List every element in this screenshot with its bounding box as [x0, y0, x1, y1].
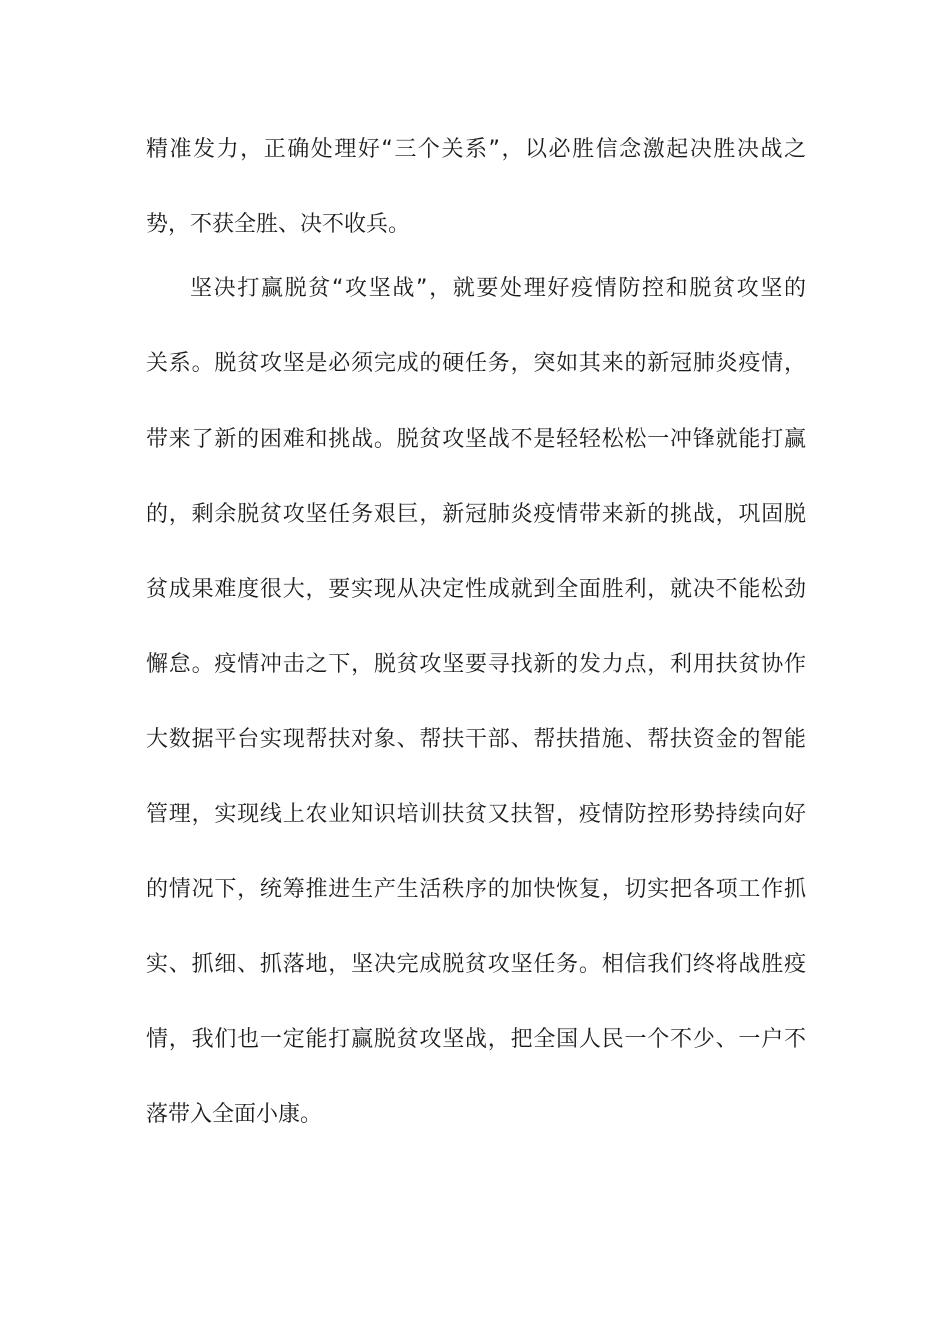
text-line: 贫成果难度很大，要实现从决定性成就到全面胜利，就决不能松劲	[146, 577, 806, 602]
text-line: 的情况下，统筹推进生产生活秩序的加快恢复，切实把各项工作抓	[146, 877, 806, 902]
text-line: 势，不获全胜、决不收兵。	[146, 212, 411, 237]
paragraph-first-line: 坚决打赢脱贫“攻坚战”，就要处理好疫情防控和脱贫攻坚的	[190, 276, 806, 301]
text-line: 大数据平台实现帮扶对象、帮扶干部、帮扶措施、帮扶资金的智能	[146, 727, 806, 752]
text-line: 带来了新的困难和挑战。脱贫攻坚战不是轻轻松松一冲锋就能打赢	[146, 427, 806, 452]
text-line: 情，我们也一定能打赢脱贫攻坚战，把全国人民一个不少、一户不	[146, 1027, 806, 1052]
text-line: 懈怠。疫情冲击之下，脱贫攻坚要寻找新的发力点，利用扶贫协作	[146, 652, 806, 677]
text-line: 落带入全面小康。	[146, 1102, 323, 1127]
text-line: 的，剩余脱贫攻坚任务艰巨，新冠肺炎疫情带来新的挑战，巩固脱	[146, 502, 806, 527]
text-line: 实、抓细、抓落地，坚决完成脱贫攻坚任务。相信我们终将战胜疫	[146, 952, 806, 977]
text-line: 管理，实现线上农业知识培训扶贫又扶智，疫情防控形势持续向好	[146, 802, 806, 827]
text-line: 精准发力，正确处理好“三个关系”，以必胜信念激起决胜决战之	[146, 137, 806, 162]
text-line: 关系。脱贫攻坚是必须完成的硬任务，突如其来的新冠肺炎疫情，	[146, 351, 806, 376]
